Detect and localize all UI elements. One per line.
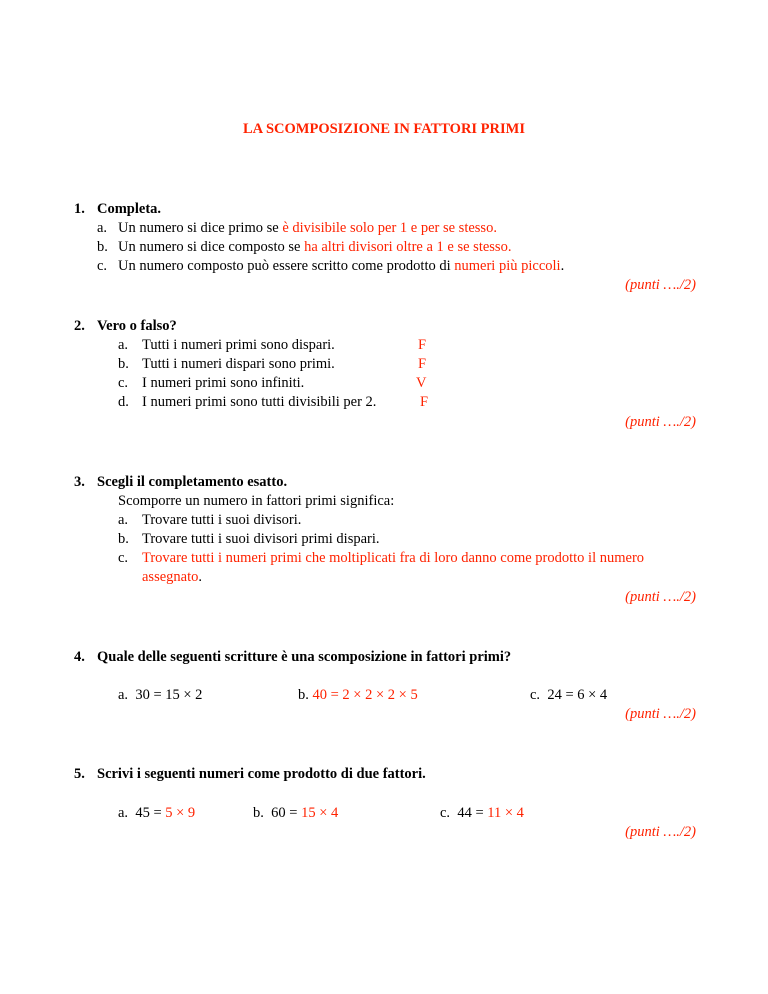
q2-item-a-answer: F — [418, 337, 427, 353]
q5-item-b-number: 60 = — [271, 805, 302, 821]
q4-option-b-text: 40 = 2 × 2 × 2 × 5 — [312, 687, 418, 703]
question-1-points: (punti …./2) — [625, 277, 696, 293]
q1-item-a — [118, 220, 497, 237]
q5-item-a — [118, 805, 195, 822]
q5-item-a-answer: 5 × 9 — [165, 805, 196, 821]
q5-item-a-letter: a. — [118, 805, 129, 821]
q3-item-c-line2 — [142, 569, 202, 586]
q3-item-a-text: Trovare tutti i suoi divisori. — [142, 512, 302, 528]
q4-option-c-letter: c. — [530, 687, 541, 703]
question-5-points: (punti …./2) — [625, 824, 696, 840]
q3-item-b-letter: b. — [118, 531, 129, 547]
q4-option-a — [118, 687, 202, 704]
q5-item-c-answer: 11 × 4 — [487, 805, 524, 821]
q1-item-c-suffix: . — [560, 258, 565, 274]
q2-item-c-letter: c. — [118, 375, 129, 391]
q2-item-d-answer: F — [420, 394, 429, 410]
q5-item-c-letter: c. — [440, 805, 451, 821]
q1-item-b-answer: ha altri divisori oltre a 1 e se stesso. — [304, 239, 512, 255]
q1-item-c-prefix: Un numero composto può essere scritto come prodotto di — [118, 258, 455, 274]
question-2-heading: Vero o falso? — [97, 318, 177, 334]
q4-option-a-letter: a. — [118, 687, 129, 703]
q1-item-c-answer: numeri più piccoli — [454, 258, 561, 274]
question-2-number: 2. — [74, 318, 85, 334]
question-5-heading: Scrivi i seguenti numeri come prodotto di due fattori. — [97, 766, 426, 782]
q3-item-c-suffix: . — [198, 569, 202, 585]
q1-item-b-prefix: Un numero si dice composto se — [118, 239, 305, 255]
q3-item-c-text-line1: Trovare tutti i numeri primi che moltiplicati fra di loro danno come prodotto il numero — [142, 550, 645, 566]
question-1-heading: Completa. — [97, 201, 162, 217]
q4-option-c-text: 24 = 6 × 4 — [547, 687, 608, 703]
q4-option-b-letter: b. — [298, 687, 309, 703]
question-3-points: (punti …./2) — [625, 589, 696, 605]
q1-item-b-letter: b. — [97, 239, 108, 255]
q3-item-b-text: Trovare tutti i suoi divisori primi dispari. — [142, 531, 380, 547]
question-2-points: (punti …./2) — [625, 414, 696, 430]
question-3-heading: Scegli il completamento esatto. — [97, 474, 288, 490]
question-5-number: 5. — [74, 766, 85, 782]
q4-option-b — [298, 687, 418, 704]
page-title — [0, 121, 768, 138]
page-title-text: LA SCOMPOSIZIONE IN FATTORI PRIMI — [243, 121, 525, 137]
question-3-number: 3. — [74, 474, 85, 490]
q1-item-a-answer: è divisibile solo per 1 e per se stesso. — [282, 220, 497, 236]
q1-item-c-letter: c. — [97, 258, 108, 274]
q1-item-a-letter: a. — [97, 220, 108, 236]
q2-item-b-answer: F — [418, 356, 427, 372]
q2-item-b-text: Tutti i numeri dispari sono primi. — [142, 356, 335, 372]
q2-item-a-letter: a. — [118, 337, 129, 353]
q5-item-c — [440, 805, 524, 822]
q2-item-c-answer: V — [416, 375, 427, 391]
q1-item-b — [118, 239, 511, 256]
q3-item-c-letter: c. — [118, 550, 129, 566]
q2-item-b-letter: b. — [118, 356, 129, 372]
question-4-number: 4. — [74, 649, 85, 665]
q2-item-d-letter: d. — [118, 394, 129, 410]
q2-item-a-text: Tutti i numeri primi sono dispari. — [142, 337, 335, 353]
q3-item-c-text-line2: assegnato — [142, 569, 199, 585]
q1-item-a-prefix: Un numero si dice primo se — [118, 220, 283, 236]
q5-item-c-number: 44 = — [457, 805, 488, 821]
question-4-points: (punti …./2) — [625, 706, 696, 722]
q4-option-c — [530, 687, 607, 704]
q1-item-c — [118, 258, 564, 275]
question-1-number: 1. — [74, 201, 85, 217]
q5-item-b-letter: b. — [253, 805, 264, 821]
q4-option-a-text: 30 = 15 × 2 — [135, 687, 203, 703]
q2-item-d-text: I numeri primi sono tutti divisibili per 2. — [142, 394, 377, 410]
q3-item-a-letter: a. — [118, 512, 129, 528]
q5-item-a-number: 45 = — [135, 805, 166, 821]
q5-item-b — [253, 805, 338, 822]
q5-item-b-answer: 15 × 4 — [301, 805, 339, 821]
q2-item-c-text: I numeri primi sono infiniti. — [142, 375, 305, 391]
question-4-heading: Quale delle seguenti scritture è una scomposizione in fattori primi? — [97, 649, 512, 665]
question-3-intro: Scomporre un numero in fattori primi significa: — [118, 493, 395, 509]
